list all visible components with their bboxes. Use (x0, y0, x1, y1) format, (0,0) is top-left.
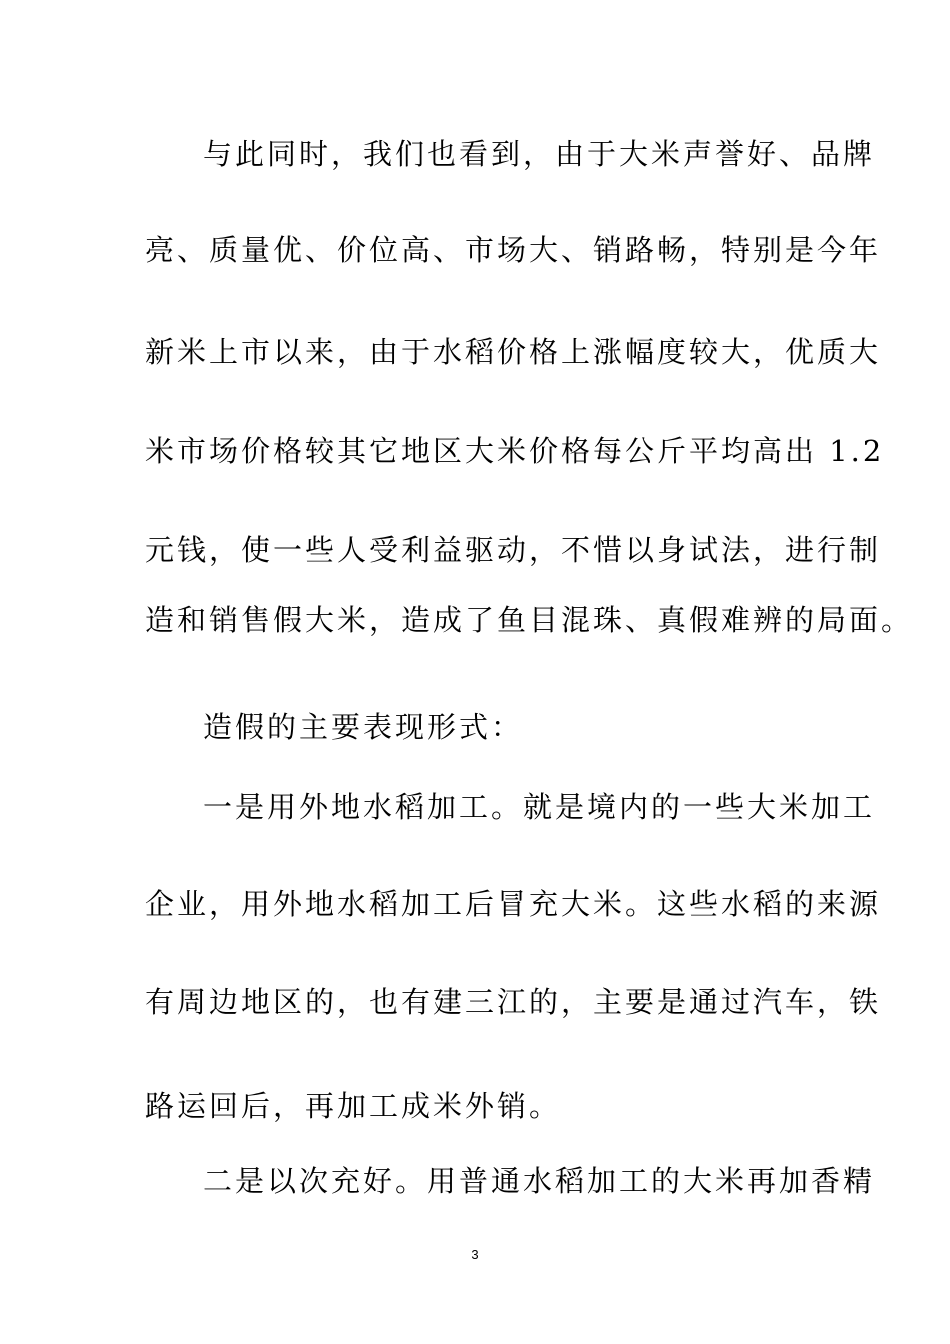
paragraph-line: 米市场价格较其它地区大米价格每公斤平均高出 1.2 (145, 434, 885, 468)
paragraph-line: 造和销售假大米，造成了鱼目混珠、真假难辨的局面。 (145, 603, 914, 637)
paragraph-line: 亮、质量优、价位高、市场大、销路畅，特别是今年 (145, 233, 882, 267)
paragraph-line: 造假的主要表现形式： (203, 710, 524, 744)
paragraph-line: 路运回后，再加工成米外销。 (145, 1089, 562, 1123)
paragraph-line: 二是以次充好。用普通水稻加工的大米再加香精 (203, 1164, 876, 1198)
paragraph-line: 有周边地区的，也有建三江的，主要是通过汽车，铁 (145, 985, 882, 1019)
paragraph-line: 一是用外地水稻加工。就是境内的一些大米加工 (203, 790, 876, 824)
page-number: 3 (471, 1247, 479, 1262)
paragraph-line: 与此同时，我们也看到，由于大米声誉好、品牌 (203, 137, 876, 171)
paragraph-line: 元钱，使一些人受利益驱动，不惜以身试法，进行制 (145, 533, 882, 567)
paragraph-line: 新米上市以来，由于水稻价格上涨幅度较大，优质大 (145, 335, 882, 369)
paragraph-line: 企业，用外地水稻加工后冒充大米。这些水稻的来源 (145, 887, 882, 921)
